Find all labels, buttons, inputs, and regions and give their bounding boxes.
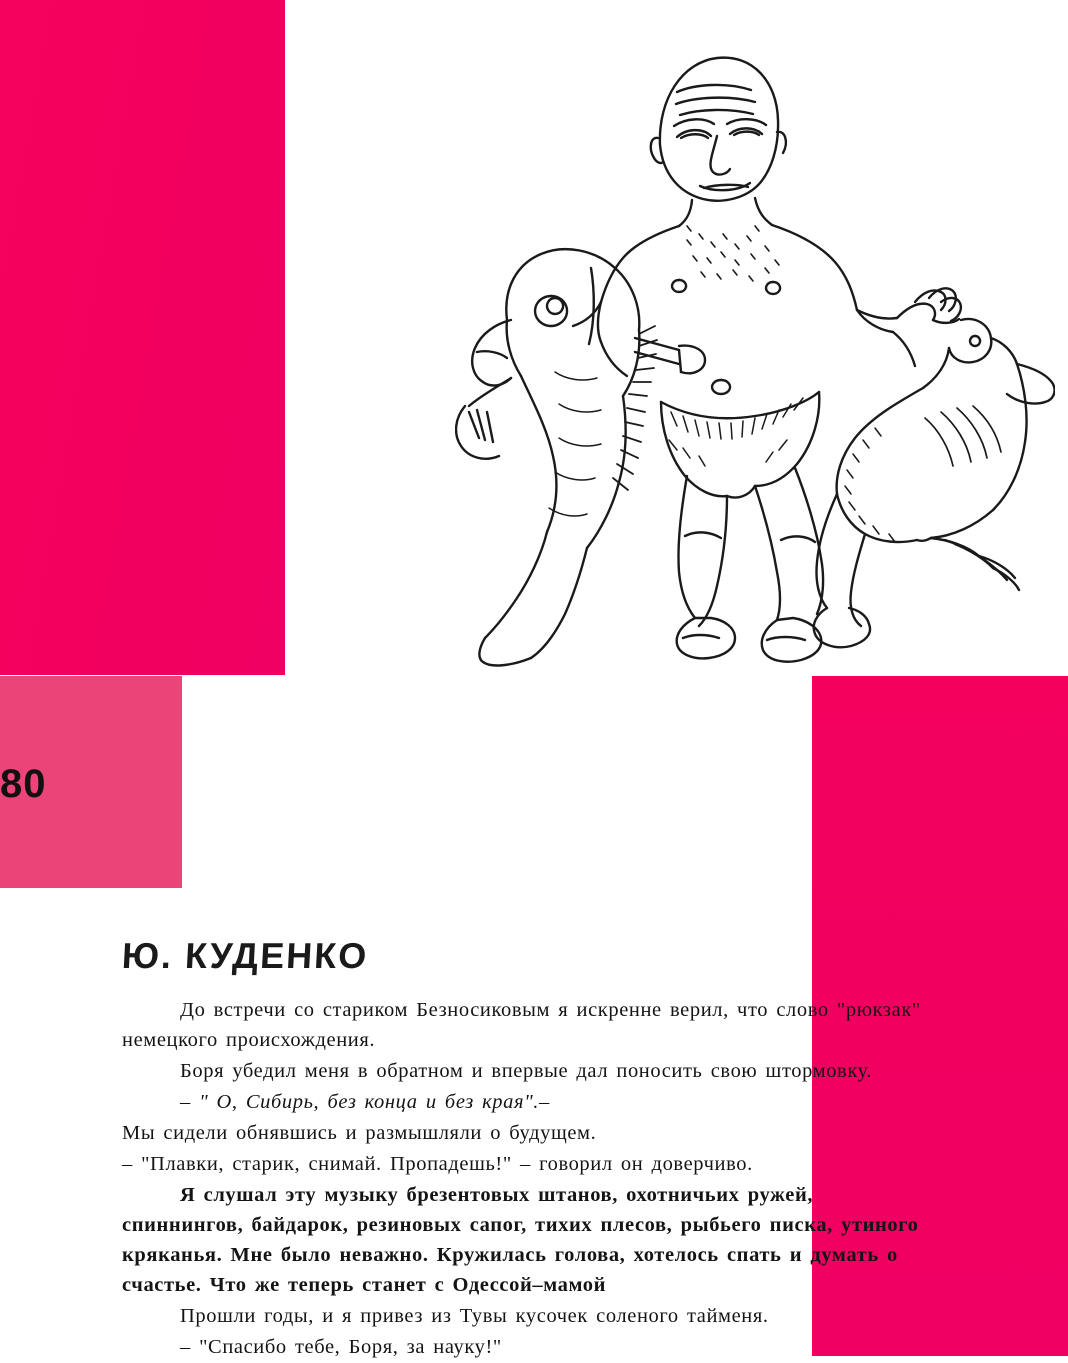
paragraph: Мы сидели обнявшись и размышляли о будущем. — [122, 1122, 597, 1144]
paragraph: До встречи со стариком Безносиковым я искренне верил, что слово "рюкзак" немецкого происхождения. — [122, 999, 921, 1051]
paragraph: – "Плавки, старик, снимай. Пропадешь!" – говорил он доверчиво. — [122, 1153, 753, 1175]
author-name: Ю. КУДЕНКО — [120, 935, 370, 976]
paragraph: – " О, Сибирь, без конца и без края".– — [180, 1091, 550, 1113]
paragraph: Боря убедил меня в обратном и впервые дал поносить свою штормовку. — [180, 1060, 873, 1082]
paragraph: Я слушал эту музыку брезентовых штанов, охотничьих ружей, спиннингов, байдарок, резиновых сапог, тихих плесов, рыбьего писка, утиного кряканья. Мне было неважно. Кружилась голова, хотелось спать и думать о счастье. Что же теперь станет с Одессой–мамой — [122, 1184, 919, 1296]
illustration-man-with-fish-and-duck — [455, 20, 1055, 670]
article-text-area — [122, 935, 932, 1363]
magenta-block-top-left — [0, 0, 285, 675]
page-number: 80 — [0, 762, 47, 806]
paragraph: – "Спасибо тебе, Боря, за науку!" — [180, 1336, 502, 1358]
paragraph: Прошли годы, и я привез из Тувы кусочек соленого тайменя. — [180, 1305, 769, 1327]
